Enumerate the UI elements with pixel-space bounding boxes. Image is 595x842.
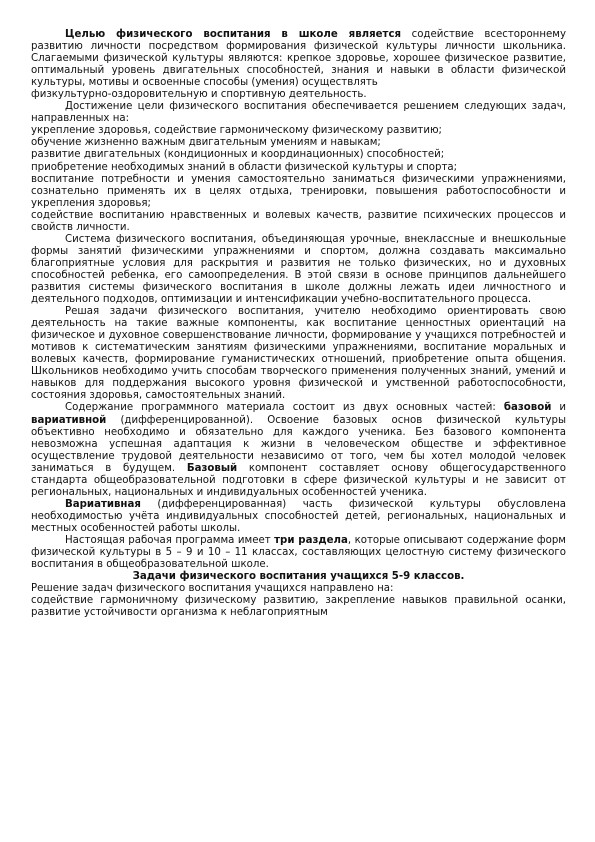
- content-text-4: компонент составляет основу общегосударственного стандарта общеобразовательной подготовки в сфере физической культуры и не зависит от региональных, национальных и индивидуальных особенностей ученика.: [31, 462, 566, 498]
- content-text-2: и: [551, 402, 567, 414]
- section-heading: Задачи физического воспитания учащихся 5-9 классов.: [132, 571, 465, 583]
- task-item: обучение жизненно важным двигательным умениям и навыкам;: [31, 137, 381, 149]
- paragraph-system: Система физического воспитания, объединяющая урочные, внеклассные и внешкольные формы занятий физическими упражнениями и спортом, должна создавать максимально благоприятные условия для раскрытия и развития не только физических, но и духовных способностей ребенка, его самоопределения. В этой связи в основе принципов дальнейшего развития системы физического воспитания в школе должны лежать идеи личностного и деятельного подходов, оптимизации и интенсификации учебно-воспитательного процесса.: [31, 233, 566, 306]
- program-text-1: Настоящая рабочая программа имеет: [65, 534, 275, 546]
- paragraph-solution-item: содействие гармоничному физическому развитию, закрепление навыков правильной осанки, развитие устойчивости организма к неблагоприятным: [31, 595, 566, 619]
- task-item: содействие воспитанию нравственных и волевых качеств, развитие психических процессов и свойств личности.: [31, 209, 566, 233]
- goal-lead-bold: Целью физического воспитания в школе является: [65, 29, 402, 40]
- paragraph-program: [31, 535, 566, 571]
- content-bold-base: базовой: [503, 402, 552, 414]
- content-bold-base-2: Базовый: [186, 462, 238, 474]
- paragraph-content: [31, 402, 566, 498]
- paragraph-goal-tail: физкультурно-оздоровительную и спортивную деятельность.: [31, 89, 367, 101]
- document-page: [31, 29, 566, 619]
- program-text-2: , которые описывают содержание форм физической культуры в 5 – 9 и 10 – 11 классах, составляющих целостную систему физического воспитания в общеобразовательной школе.: [31, 534, 566, 571]
- task-item: приобретение необходимых знаний в области физической культуры и спорта;: [31, 161, 458, 173]
- program-bold-sections: три раздела: [274, 534, 348, 546]
- variative-bold: Вариативная: [65, 498, 141, 510]
- task-item: развитие двигательных (кондиционных и координационных) способностей;: [31, 149, 445, 161]
- paragraph-solution-intro: Решение задач физического воспитания учащихся направлено на:: [31, 583, 394, 595]
- content-bold-variative: вариативной: [31, 414, 107, 426]
- content-text-3: (дифференцированной). Освоение базовых основ физической культуры объективно необходимо и обязательно для каждого ученика. Без базового компонента невозможна успешная адаптация к жизни в человеческом обществе и эффективное осуществление трудовой деятельности независимо от того, чем бы хотел молодой человек заниматься в будущем.: [31, 414, 566, 474]
- paragraph-tasks-intro: Достижение цели физического воспитания обеспечивается решением следующих задач, направленных на:: [31, 101, 566, 125]
- paragraph-goal: [31, 29, 566, 89]
- content-text-1: Содержание программного материала состоит из двух основных частей:: [65, 402, 504, 414]
- task-item: воспитание потребности и умения самостоятельно заниматься физическими упражнениями, сознательно применять их в целях отдыха, тренировки, повышения работоспособности и укрепления здоровья;: [31, 173, 566, 209]
- goal-text: содействие всестороннему развитию личности посредством формирования физической культуры личности школьника. Слагаемыми физической культуры являются: крепкое здоровье, хорошее физическое развитие, оптимальный уровень двигательных способностей, знания и навыки в области физической культуры, мотивы и освоенные способы (умения) осуществлять: [31, 29, 566, 89]
- paragraph-teacher: Решая задачи физического воспитания, учителю необходимо ориентировать свою деятельность на такие важные компоненты, как воспитание ценностных ориентаций на физическое и духовное совершенствование личности, формирование у учащихся потребностей и мотивов к систематическим занятиям физическими упражнениями, воспитание моральных и волевых качеств, формирование гуманистических отношений, приобретение опыта общения. Школьников необходимо учить способам творческого применения полученных знаний, умений и навыков для поддержания высокого уровня физической и умственной работоспособности, состояния здоровья, самостоятельных знаний.: [31, 306, 566, 402]
- variative-text: (дифференцированная) часть физической культуры обусловлена необходимостью учёта индивидуальных способностей детей, региональных, национальных и местных особенностей работы школы.: [31, 498, 566, 534]
- paragraph-variative: [31, 499, 566, 535]
- task-item: укрепление здоровья, содействие гармоническому физическому развитию;: [31, 125, 442, 137]
